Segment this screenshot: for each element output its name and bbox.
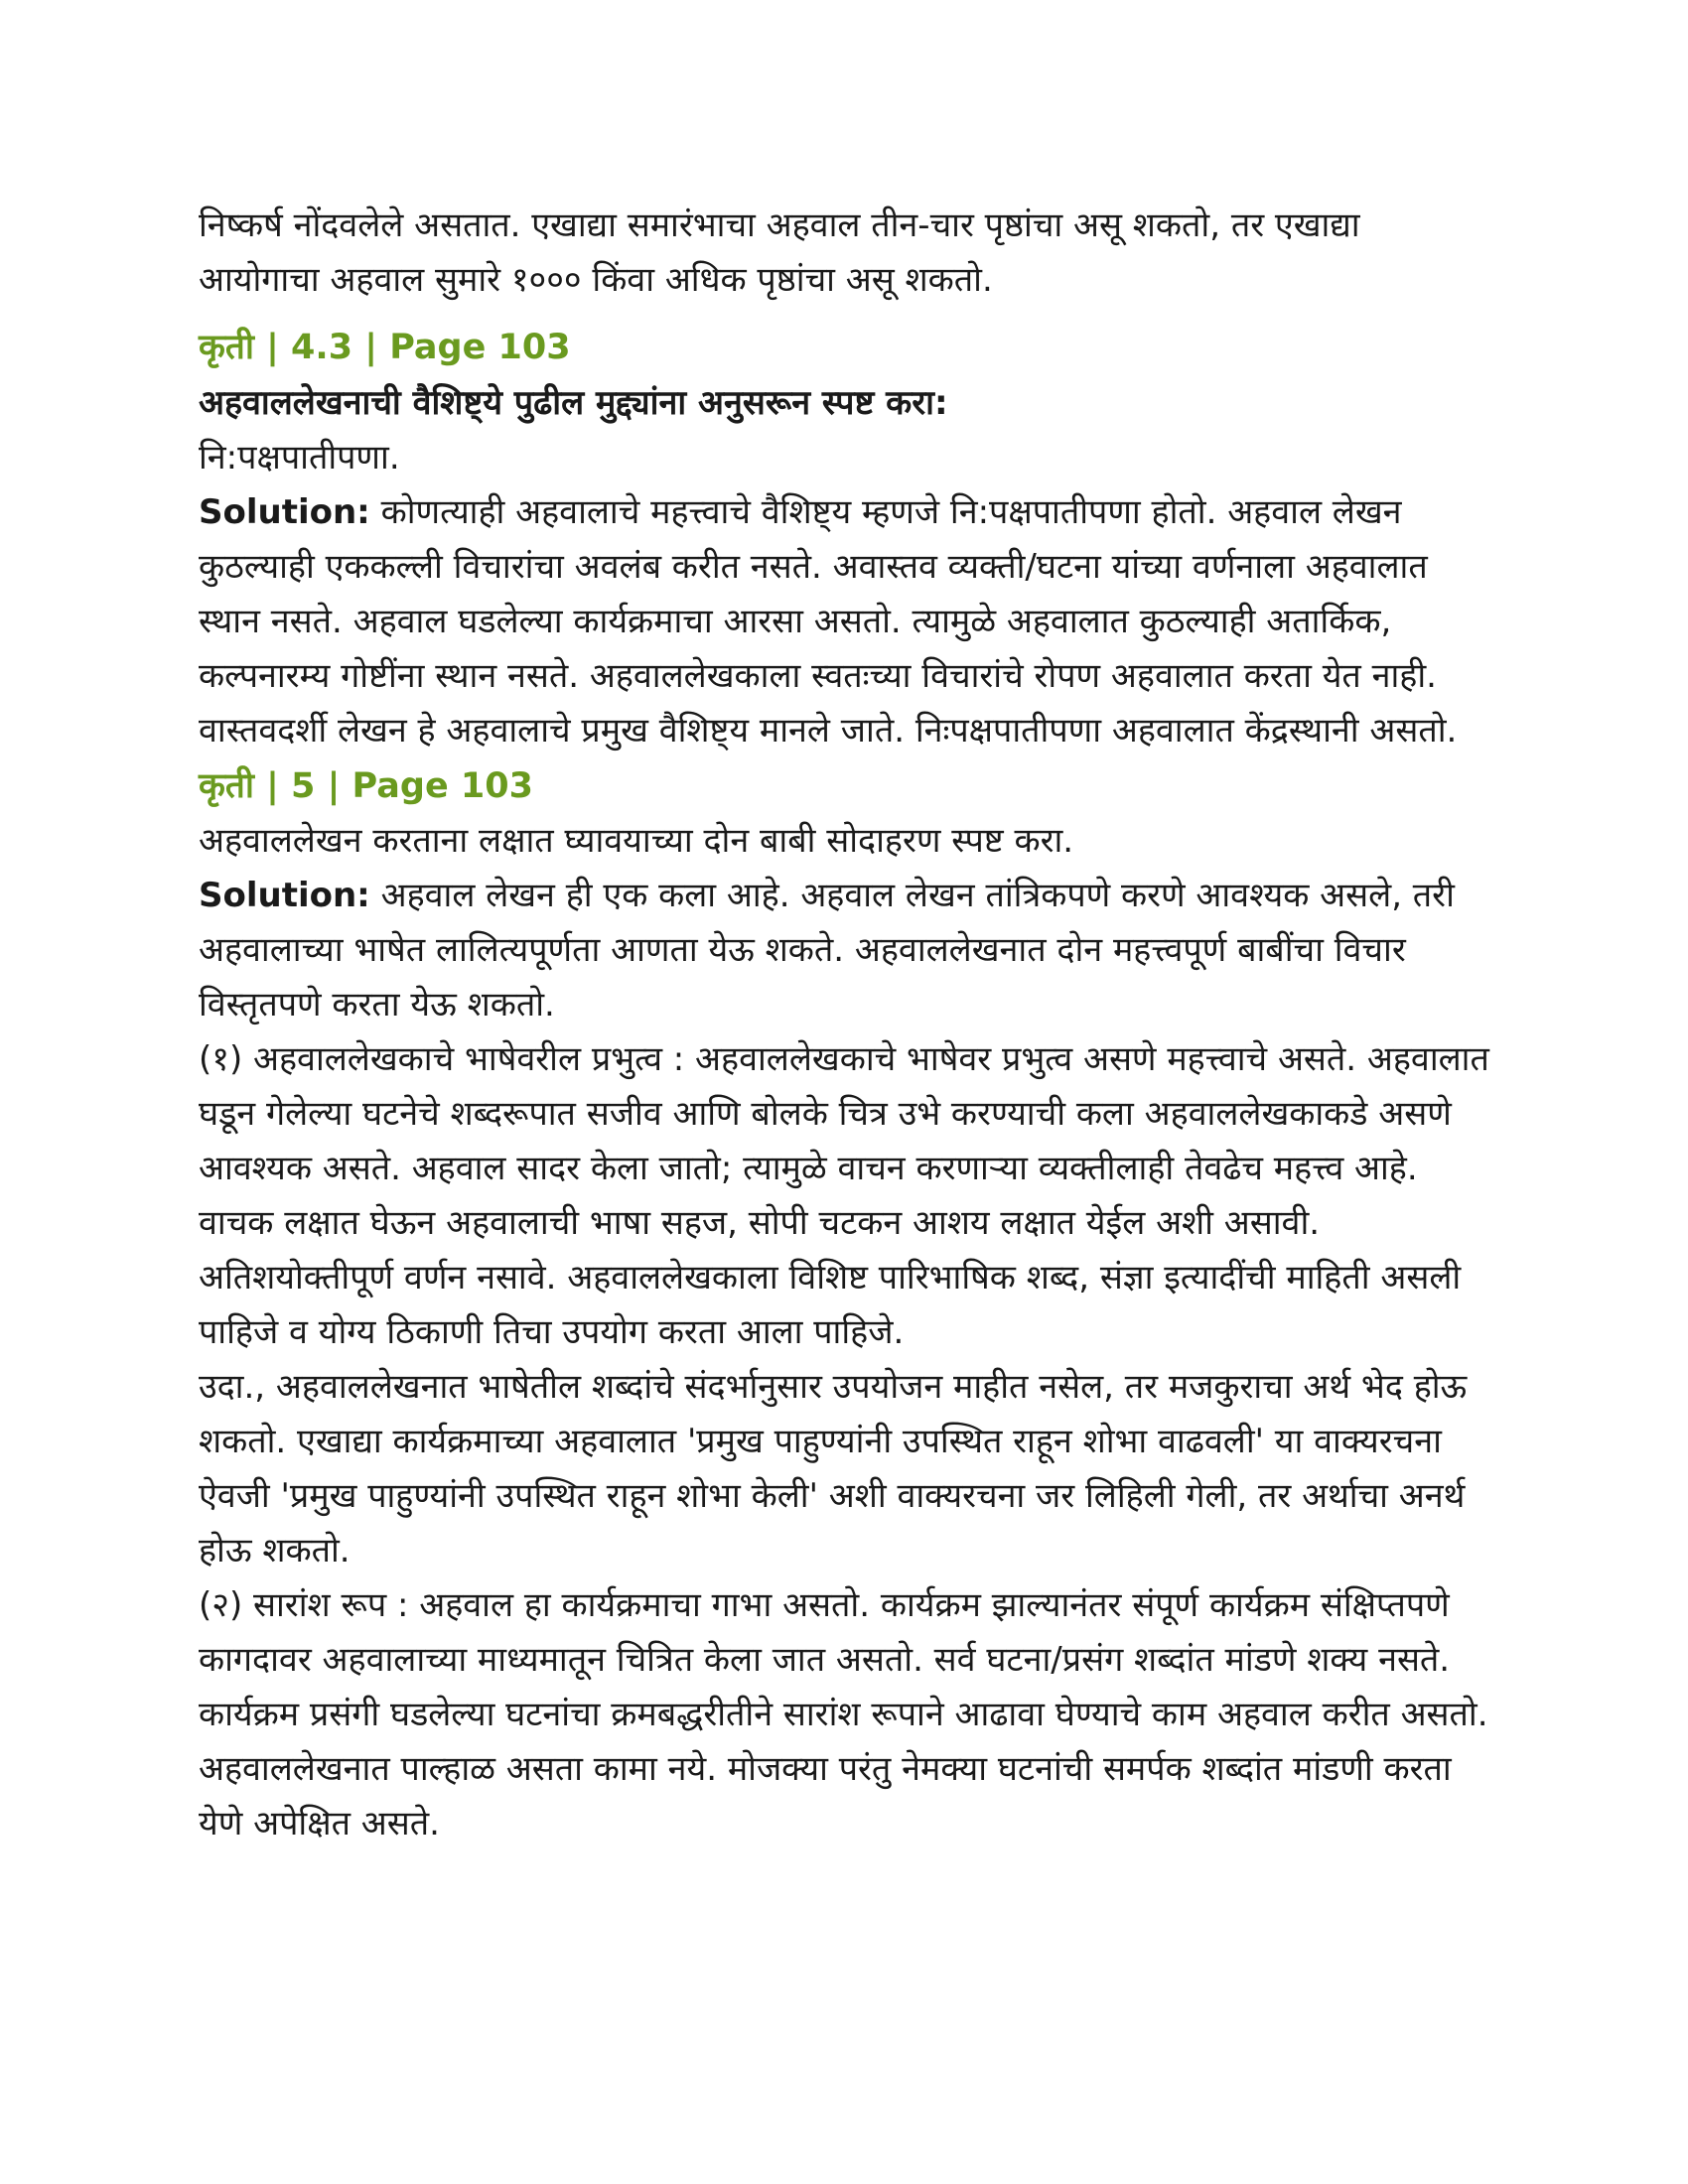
point-one-paragraph: (१) अहवाललेखकाचे भाषेवरील प्रभुत्व : अहवाललेखकाचे भाषेवर प्रभुत्व असणे महत्त्वाचे असते. अहवालात घडून गेलेल्या घटनेचे शब्दरूपात सजीव आणि बोलके चित्र उभे करण्याची कला अहवाललेखकाकडे असणे आवश्यक असते. अहवाल सादर केला जातो; त्यामुळे वाचन करणाऱ्या व्यक्तीलाही तेवढेच महत्त्व आहे. वाचक लक्षात घेऊन अहवालाची भाषा सहज, सोपी चटकन आशय लक्षात येईल अशी असावी. अतिशयोक्तीपूर्ण वर्णन नसावे. अहवाललेखकाला विशिष्ट पारिभाषिक शब्द, संज्ञा इत्यादींची माहिती असली पाहिजे व योग्य ठिकाणी तिचा उपयोग करता आला पाहिजे. [199, 1039, 1489, 1352]
question-text: अहवाललेखन करताना लक्षात घ्यावयाच्या दोन बाबी सोदाहरण स्पष्ट करा. [199, 821, 1074, 861]
section-heading: कृती | 4.3 | Page 103 [199, 328, 571, 367]
question-text: अहवाललेखनाची वैशिष्ट्ये पुढील मुद्द्यांना अनुसरून स्पष्ट करा: [199, 383, 948, 423]
solution-label: Solution: [199, 492, 370, 532]
point-two-paragraph: (२) सारांश रूप : अहवाल हा कार्यक्रमाचा गाभा असतो. कार्यक्रम झाल्यानंतर संपूर्ण कार्यक्रम संक्षिप्तपणे कागदावर अहवालाच्या माध्यमातून चित्रित केला जात असतो. सर्व घटना/प्रसंग शब्दांत मांडणे शक्य नसते. कार्यक्रम प्रसंगी घडलेल्या घटनांचा क्रमबद्धरीतीने सारांश रूपाने आढावा घेण्याचे काम अहवाल करीत असतो. अहवाललेखनात पाल्हाळ असता कामा नये. मोजक्या परंतु नेमक्या घटनांची समर्पक शब्दांत मांडणी करता येणे अपेक्षित असते. [199, 1585, 1488, 1843]
solution-paragraph [199, 485, 1489, 758]
section-kruti-4-3 [199, 320, 1489, 758]
intro-paragraph: निष्कर्ष नोंदवलेले असतात. एखाद्या समारंभाचा अहवाल तीन-चार पृष्ठांचा असू शकतो, तर एखाद्या आयोगाचा अहवाल सुमारे १००० किंवा अधिक पृष्ठांचा असू शकतो. [199, 205, 1360, 300]
subquestion-text: नि:पक्षपातीपणा. [199, 438, 400, 478]
solution-text: कोणत्याही अहवालाचे महत्त्वाचे वैशिष्ट्य म्हणजे नि:पक्षपातीपणा होतो. अहवाल लेखन कुठल्याही एककल्ली विचारांचा अवलंब करीत नसते. अवास्तव व्यक्ती/घटना यांच्या वर्णनाला अहवालात स्थान नसते. अहवाल घडलेल्या कार्यक्रमाचा आरसा असतो. त्यामुळे अहवालात कुठल्याही अतार्किक, कल्पनारम्य गोष्टींना स्थान नसते. अहवाललेखकाला स्वतःच्या विचारांचे रोपण अहवालात करता येत नाही. वास्तवदर्शी लेखन हे अहवालाचे प्रमुख वैशिष्ट्य मानले जाते. निःपक्षपातीपणा अहवालात केंद्रस्थानी असतो. [199, 492, 1458, 751]
section-heading: कृती | 5 | Page 103 [199, 766, 533, 806]
section-kruti-5 [199, 758, 1489, 1851]
solution-text: अहवाल लेखन ही एक कला आहे. अहवाल लेखन तांत्रिकपणे करणे आवश्यक असले, तरी अहवालाच्या भाषेत लालित्यपूर्णता आणता येऊ शकते. अहवाललेखनात दोन महत्त्वपूर्ण बाबींचा विचार विस्तृतपणे करता येऊ शकतो. [199, 876, 1455, 1024]
solution-paragraph [199, 869, 1489, 1032]
example-paragraph: उदा., अहवाललेखनात भाषेतील शब्दांचे संदर्भानुसार उपयोजन माहीत नसेल, तर मजकुराचा अर्थ भेद होऊ शकतो. एखाद्या कार्यक्रमाच्या अहवालात 'प्रमुख पाहुण्यांनी उपस्थित राहून शोभा वाढवली' या वाक्यरचना ऐवजी 'प्रमुख पाहुण्यांनी उपस्थित राहून शोभा केली' अशी वाक्यरचना जर लिहिली गेली, तर अर्थाचा अनर्थ होऊ शकतो. [199, 1367, 1468, 1570]
solution-label: Solution: [199, 876, 370, 915]
document-page [199, 199, 1489, 1851]
